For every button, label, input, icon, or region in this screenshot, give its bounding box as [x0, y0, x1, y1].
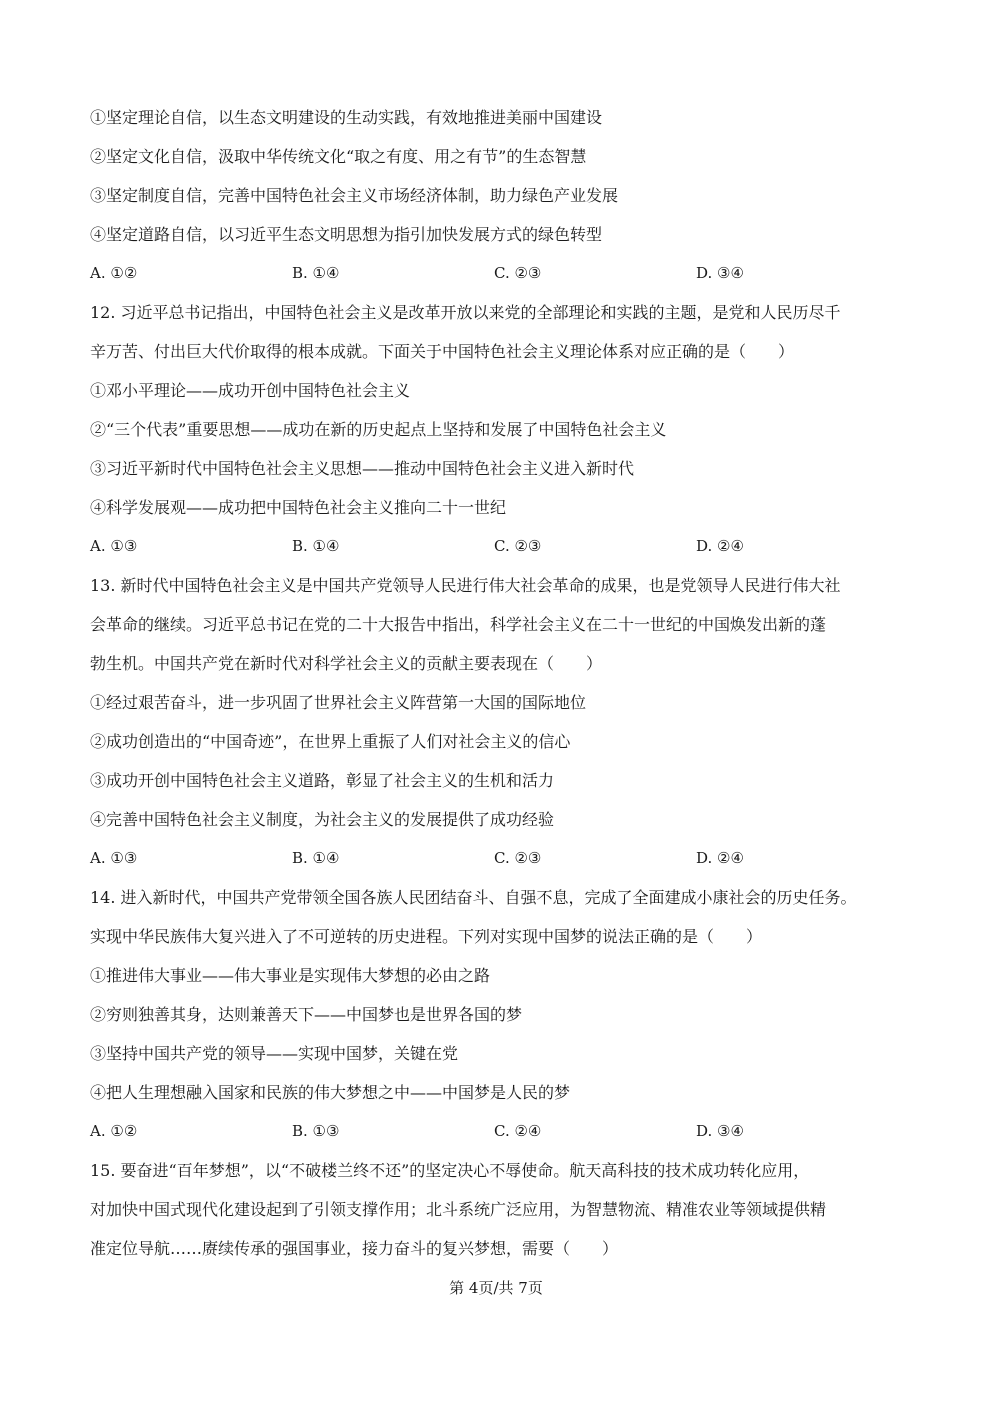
option-c: C. ②④ — [494, 1122, 542, 1140]
question-stem: 实现中华民族伟大复兴进入了不可逆转的历史进程。下列对实现中国梦的说法正确的是（ ） — [90, 927, 763, 946]
statement-3: ③习近平新时代中国特色社会主义思想——推动中国特色社会主义进入新时代 — [90, 459, 635, 478]
question-15 — [90, 1151, 910, 1268]
option-c: C. ②③ — [494, 537, 542, 555]
answer-options — [90, 254, 910, 293]
question-stem: 勃生机。中国共产党在新时代对科学社会主义的贡献主要表现在（ ） — [90, 654, 603, 673]
statement-1: ①邓小平理论——成功开创中国特色社会主义 — [90, 381, 411, 400]
statement-4: ④坚定道路自信，以习近平生态文明思想为指引加快发展方式的绿色转型 — [90, 225, 603, 244]
option-c: C. ②③ — [494, 264, 542, 282]
statement-2: ②穷则独善其身，达则兼善天下——中国梦也是世界各国的梦 — [90, 1005, 523, 1024]
option-b: B. ①④ — [292, 537, 340, 555]
option-b: B. ①④ — [292, 849, 340, 867]
answer-options — [90, 1112, 910, 1151]
question-11-continued — [90, 98, 910, 293]
statement-3: ③成功开创中国特色社会主义道路，彰显了社会主义的生机和活力 — [90, 771, 555, 790]
statement-1: ①坚定理论自信，以生态文明建设的生动实践，有效地推进美丽中国建设 — [90, 108, 603, 127]
statement-4: ④把人生理想融入国家和民族的伟大梦想之中——中国梦是人民的梦 — [90, 1083, 571, 1102]
option-d: D. ②④ — [696, 537, 744, 555]
option-a: A. ①② — [90, 264, 138, 282]
option-b: B. ①③ — [292, 1122, 340, 1140]
page-number: 第 4页/共 7页 — [449, 1279, 543, 1297]
question-stem: 13. 新时代中国特色社会主义是中国共产党领导人民进行伟大社会革命的成果，也是党领导人民进行伟大社 — [90, 576, 841, 595]
question-13 — [90, 566, 910, 878]
option-d: D. ③④ — [696, 264, 744, 282]
statement-2: ②坚定文化自信，汲取中华传统文化“取之有度、用之有节”的生态智慧 — [90, 147, 587, 166]
statement-3: ③坚持中国共产党的领导——实现中国梦，关键在党 — [90, 1044, 459, 1063]
statement-4: ④完善中国特色社会主义制度，为社会主义的发展提供了成功经验 — [90, 810, 555, 829]
question-14 — [90, 878, 910, 1151]
statement-2: ②成功创造出的“中国奇迹”，在世界上重振了人们对社会主义的信心 — [90, 732, 571, 751]
option-a: A. ①② — [90, 1122, 138, 1140]
question-stem: 12. 习近平总书记指出，中国特色社会主义是改革开放以来党的全部理论和实践的主题，是党和人民历尽千 — [90, 303, 841, 322]
option-b: B. ①④ — [292, 264, 340, 282]
statement-4: ④科学发展观——成功把中国特色社会主义推向二十一世纪 — [90, 498, 507, 517]
question-stem: 15. 要奋进“百年梦想”，以“不破楼兰终不还”的坚定决心不辱使命。航天高科技的技术成功转化应用， — [90, 1161, 810, 1180]
question-stem: 14. 进入新时代，中国共产党带领全国各族人民团结奋斗、自强不息，完成了全面建成小康社会的历史任务。 — [90, 888, 857, 907]
option-a: A. ①③ — [90, 849, 138, 867]
option-c: C. ②③ — [494, 849, 542, 867]
question-stem: 对加快中国式现代化建设起到了引领支撑作用；北斗系统广泛应用，为智慧物流、精准农业等领域提供精 — [90, 1200, 827, 1219]
page-content — [90, 98, 910, 1268]
question-stem: 准定位导航……赓续传承的强国事业，接力奋斗的复兴梦想，需要（ ） — [90, 1239, 619, 1258]
question-12 — [90, 293, 910, 566]
statement-1: ①推进伟大事业——伟大事业是实现伟大梦想的必由之路 — [90, 966, 491, 985]
option-d: D. ②④ — [696, 849, 744, 867]
option-a: A. ①③ — [90, 537, 138, 555]
question-stem: 会革命的继续。习近平总书记在党的二十大报告中指出，科学社会主义在二十一世纪的中国焕发出新的蓬 — [90, 615, 827, 634]
statement-1: ①经过艰苦奋斗，进一步巩固了世界社会主义阵营第一大国的国际地位 — [90, 693, 587, 712]
statement-3: ③坚定制度自信，完善中国特色社会主义市场经济体制，助力绿色产业发展 — [90, 186, 619, 205]
question-stem: 辛万苦、付出巨大代价取得的根本成就。下面关于中国特色社会主义理论体系对应正确的是（ ） — [90, 342, 795, 361]
answer-options — [90, 527, 910, 566]
answer-options — [90, 839, 910, 878]
option-d: D. ③④ — [696, 1122, 744, 1140]
statement-2: ②“三个代表”重要思想——成功在新的历史起点上坚持和发展了中国特色社会主义 — [90, 420, 667, 439]
